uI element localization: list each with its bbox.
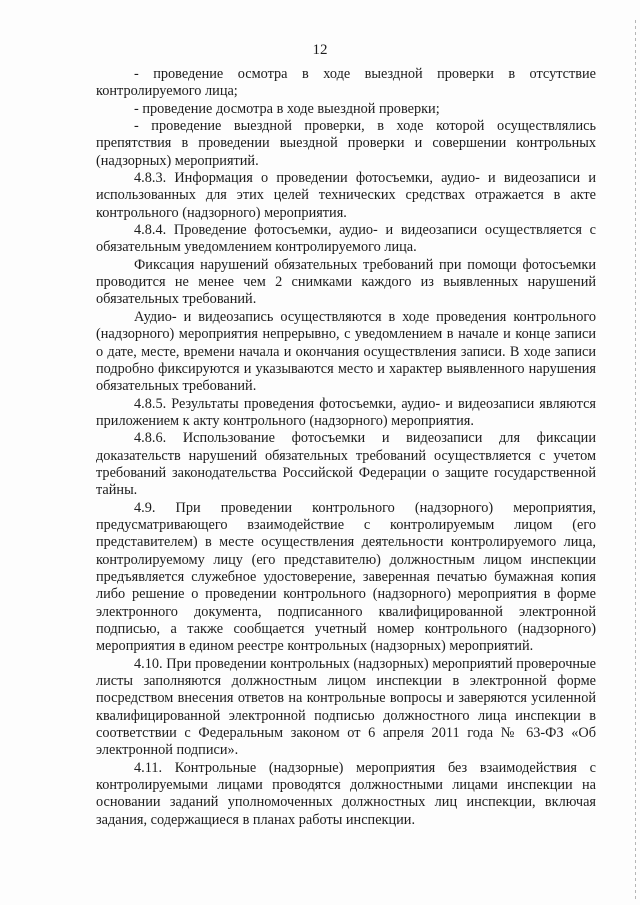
- list-item-examination: - проведение досмотра в ходе выездной проверки;: [134, 100, 440, 117]
- paragraph-4-9: 4.9. При проведении контрольного (надзорного) мероприятия, предусматривающего взаимодействие с контролируемым лицом (его представителем) в месте осуществления деятельности контролируемого лица, контролируемому лицу (его представителю) должностным лицом инспекции предъявляется служебное удостоверение, заверенная печатью бумажная копия либо решение о проведении контрольного (надзорного) мероприятия в форме электронного документа, подписанного квалифицированной электронной подписью, а также сообщается учетный номер контрольного (надзорного) мероприятия в едином реестре контрольных (надзорных) мероприятий.: [96, 499, 596, 655]
- document-body: [96, 66, 596, 829]
- paragraph-4-11: 4.11. Контрольные (надзорные) мероприятия без взаимодействия с контролируемыми лицами проводятся должностными лицами инспекции на основании заданий уполномоченных должностных лиц инспекции, включая задания, содержащиеся в планах работы инспекции.: [96, 759, 596, 828]
- list-item-obstruction: - проведение выездной проверки, в ходе которой осуществлялись препятствия в проведении выездной проверки и совершении контрольных (надзорных) мероприятий.: [96, 118, 596, 169]
- paragraph-4-8-6: 4.8.6. Использование фотосъемки и видеозаписи для фиксации доказательств нарушений обязательных требований осуществляется с учетом требований законодательства Российской Федерации о защите государственной тайны.: [96, 430, 596, 499]
- paragraph-photo-fixation: Фиксация нарушений обязательных требований при помощи фотосъемки проводится не менее чем 2 снимками каждого из выявленных нарушений обязательных требований.: [96, 256, 596, 308]
- page-number: 12: [312, 42, 328, 58]
- paragraph-4-8-4: 4.8.4. Проведение фотосъемки, аудио- и видеозаписи осуществляется с обязательным уведомлением контролируемого лица.: [96, 222, 596, 256]
- paragraph-4-8-3: 4.8.3. Информация о проведении фотосъемки, аудио- и видеозаписи и использованных для этих целей технических средствах отражается в акте контрольного (надзорного) мероприятия.: [96, 170, 596, 221]
- scan-edge-line: [635, 20, 636, 900]
- list-item-inspection: - проведение осмотра в ходе выездной проверки в отсутствие контролируемого лица;: [96, 66, 596, 100]
- paragraph-4-8-5: 4.8.5. Результаты проведения фотосъемки, аудио- и видеозаписи являются приложением к акту контрольного (надзорного) мероприятия.: [96, 395, 596, 429]
- paragraph-audio-video: Аудио- и видеозапись осуществляются в ходе проведения контрольного (надзорного) мероприятия непрерывно, с уведомлением в начале и конце записи о дате, месте, времени начала и окончания осуществления записи. В ходе записи подробно фиксируются и указываются место и характер выявленного нарушения обязательных требований.: [96, 308, 596, 395]
- paragraph-4-10: 4.10. При проведении контрольных (надзорных) мероприятий проверочные листы заполняются должностным лицом инспекции в электронной форме посредством внесения ответов на контрольные вопросы и заверяются усиленной квалифицированной электронной подписью должностного лица инспекции в соответствии с Федеральным законом от 6 апреля 2011 года № 63-ФЗ «Об электронной подписи».: [96, 655, 596, 759]
